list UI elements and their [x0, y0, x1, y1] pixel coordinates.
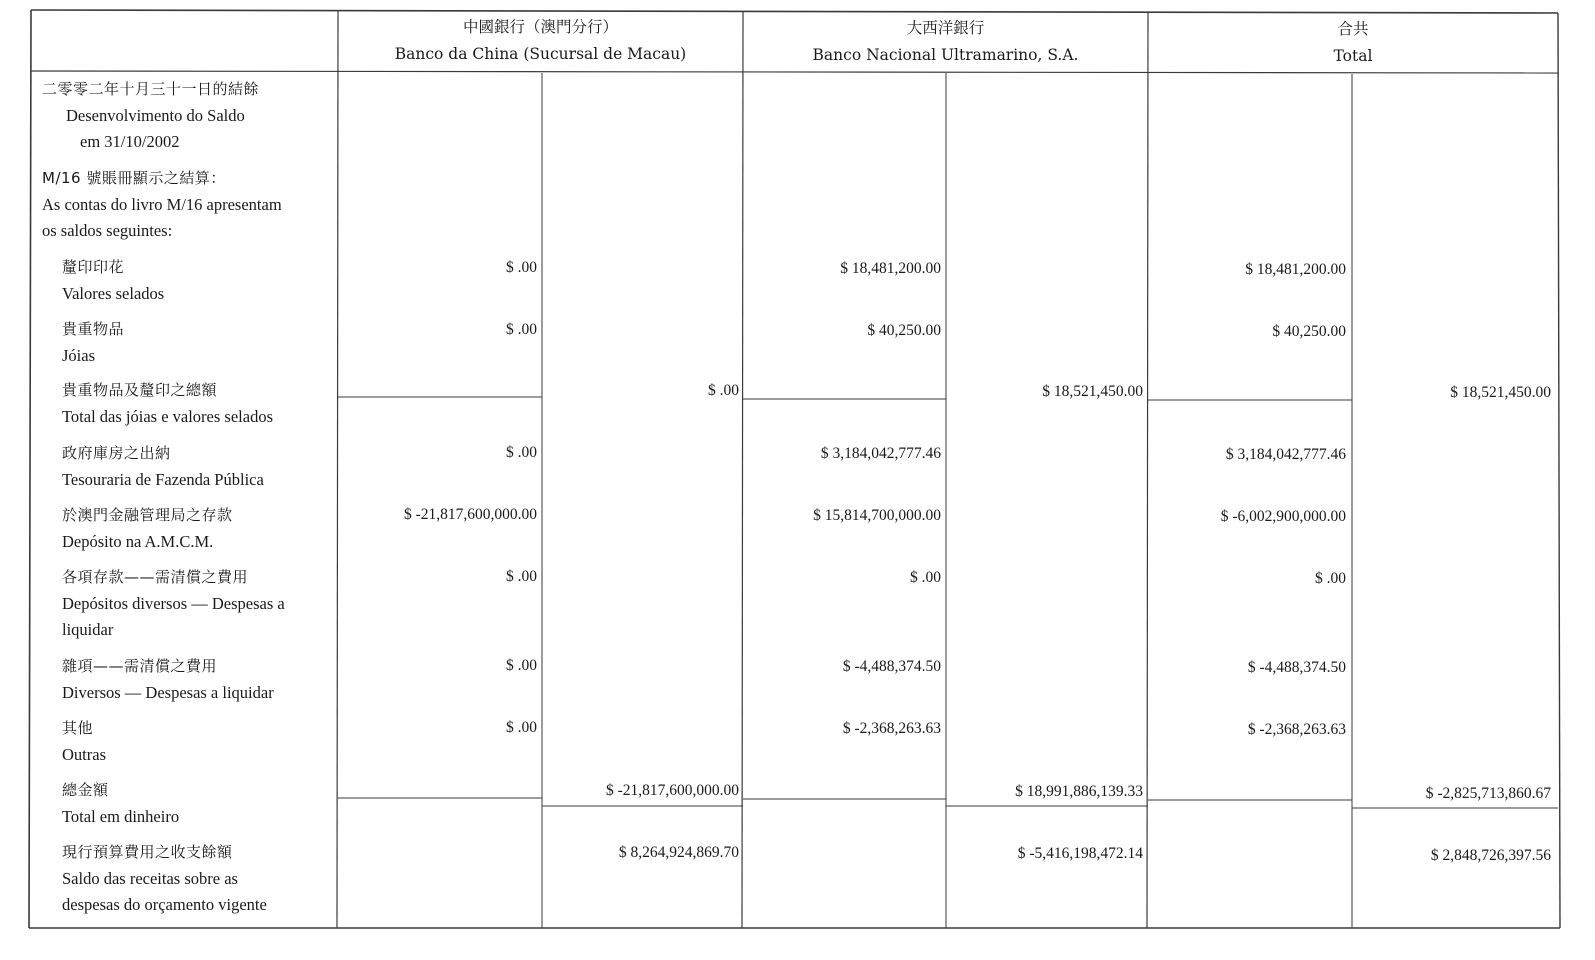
value-total-depositos-diversos: $ .00 — [1315, 570, 1346, 587]
row-label-zh: 貴重物品及釐印之總額 — [62, 381, 218, 399]
row-label-pt-cont: liquidar — [62, 620, 114, 639]
value-boc-valores: $ .00 — [506, 259, 537, 276]
total-boc-joias-selados: $ .00 — [708, 382, 739, 399]
row-label-zh: 於澳門金融管理局之存款 — [62, 506, 233, 524]
row-label-pt: Diversos — Despesas a liquidar — [62, 682, 274, 702]
total-bnu-dinheiro: $ 18,991,886,139.33 — [1015, 783, 1143, 800]
row-label-pt: Jóias — [62, 345, 95, 365]
m16-heading-zh: M/16 號賬冊顯示之結算： — [42, 169, 226, 187]
total-all-joias-selados: $ 18,521,450.00 — [1450, 384, 1551, 401]
row-label-joias — [62, 316, 124, 369]
total-all-dinheiro: $ -2,825,713,860.67 — [1425, 785, 1551, 802]
row-label-total-dinheiro — [62, 777, 179, 830]
row-label-zh: 雜項——需清償之費用 — [62, 657, 218, 675]
header-boc — [338, 14, 743, 68]
row-label-pt: Valores selados — [62, 283, 165, 303]
total-bnu-joias-selados: $ 18,521,450.00 — [1042, 383, 1143, 400]
header-total — [1148, 16, 1558, 70]
header-boc-zh: 中國銀行（澳門分行） — [462, 18, 618, 36]
total-bnu-saldo: $ -5,416,198,472.14 — [1017, 845, 1143, 862]
row-label-pt-cont: despesas do orçamento vigente — [62, 895, 267, 914]
row-label-pt: Depósito na A.M.C.M. — [62, 531, 214, 551]
row-label-pt: Total das jóias e valores selados — [62, 406, 273, 426]
m16-heading-pt1: As contas do livro M/16 apresentam — [42, 194, 282, 214]
value-total-valores: $ 18,481,200.00 — [1245, 261, 1346, 278]
value-total-deposito: $ -6,002,900,000.00 — [1220, 508, 1346, 525]
total-all-saldo: $ 2,848,726,397.56 — [1430, 847, 1551, 864]
value-boc-tesouraria: $ .00 — [506, 444, 537, 461]
header-total-zh: 合共 — [1337, 20, 1369, 38]
row-label-diversos — [62, 653, 274, 706]
value-boc-outras: $ .00 — [506, 719, 537, 736]
value-boc-diversos: $ .00 — [506, 657, 537, 674]
value-total-tesouraria: $ 3,184,042,777.46 — [1225, 446, 1346, 463]
row-label-saldo-receitas — [62, 839, 267, 919]
row-label-pt: Total em dinheiro — [62, 806, 180, 826]
row-label-valores-selados — [62, 254, 164, 307]
header-total-pt: Total — [1333, 47, 1373, 65]
value-bnu-diversos: $ -4,488,374.50 — [842, 658, 941, 675]
value-total-outras: $ -2,368,263.63 — [1247, 721, 1346, 738]
row-label-outras — [62, 715, 106, 768]
header-bnu — [743, 15, 1148, 69]
value-boc-joias: $ .00 — [506, 321, 537, 338]
row-label-zh: 其他 — [62, 719, 94, 737]
balance-date-heading — [42, 76, 259, 156]
header-boc-pt: Banco da China (Sucursal de Macau) — [394, 45, 687, 63]
row-label-pt: Depósitos diversos — Despesas a — [62, 593, 285, 613]
value-bnu-outras: $ -2,368,263.63 — [842, 720, 941, 737]
total-boc-saldo: $ 8,264,924,869.70 — [618, 844, 739, 861]
row-label-zh: 現行預算費用之收支餘額 — [62, 843, 233, 861]
balance-heading-pt2: em 31/10/2002 — [80, 132, 180, 151]
value-boc-depositos-diversos: $ .00 — [506, 568, 537, 585]
row-label-zh: 釐印印花 — [62, 258, 125, 276]
row-label-depositos-diversos — [62, 564, 285, 644]
row-label-pt: Outras — [62, 744, 106, 764]
balance-heading-zh: 二零零二年十月三十一日的結餘 — [42, 80, 260, 98]
value-bnu-joias: $ 40,250.00 — [867, 322, 941, 339]
balance-heading-pt1: Desenvolvimento do Saldo — [66, 105, 245, 125]
value-total-diversos: $ -4,488,374.50 — [1247, 659, 1346, 676]
header-bnu-pt: Banco Nacional Ultramarino, S.A. — [812, 46, 1079, 64]
row-label-deposito-amcm — [62, 502, 233, 555]
value-boc-deposito: $ -21,817,600,000.00 — [403, 506, 537, 523]
value-bnu-tesouraria: $ 3,184,042,777.46 — [820, 445, 941, 462]
row-label-zh: 各項存款——需清償之費用 — [62, 568, 249, 586]
row-label-tesouraria — [62, 440, 264, 493]
value-bnu-depositos-diversos: $ .00 — [910, 569, 941, 586]
value-bnu-deposito: $ 15,814,700,000.00 — [813, 507, 941, 524]
row-label-zh: 總金額 — [62, 781, 109, 799]
m16-heading — [42, 165, 282, 245]
total-boc-dinheiro: $ -21,817,600,000.00 — [605, 782, 739, 799]
value-bnu-valores: $ 18,481,200.00 — [840, 260, 941, 277]
value-total-joias: $ 40,250.00 — [1272, 323, 1346, 340]
row-label-zh: 貴重物品 — [62, 320, 125, 338]
m16-heading-pt2: os saldos seguintes: — [42, 221, 173, 240]
row-label-pt: Tesouraria de Fazenda Pública — [62, 469, 264, 489]
row-label-pt: Saldo das receitas sobre as — [62, 868, 238, 888]
row-label-zh: 政府庫房之出納 — [62, 444, 171, 462]
header-bnu-zh: 大西洋銀行 — [906, 19, 985, 37]
row-label-total-joias — [62, 377, 273, 430]
